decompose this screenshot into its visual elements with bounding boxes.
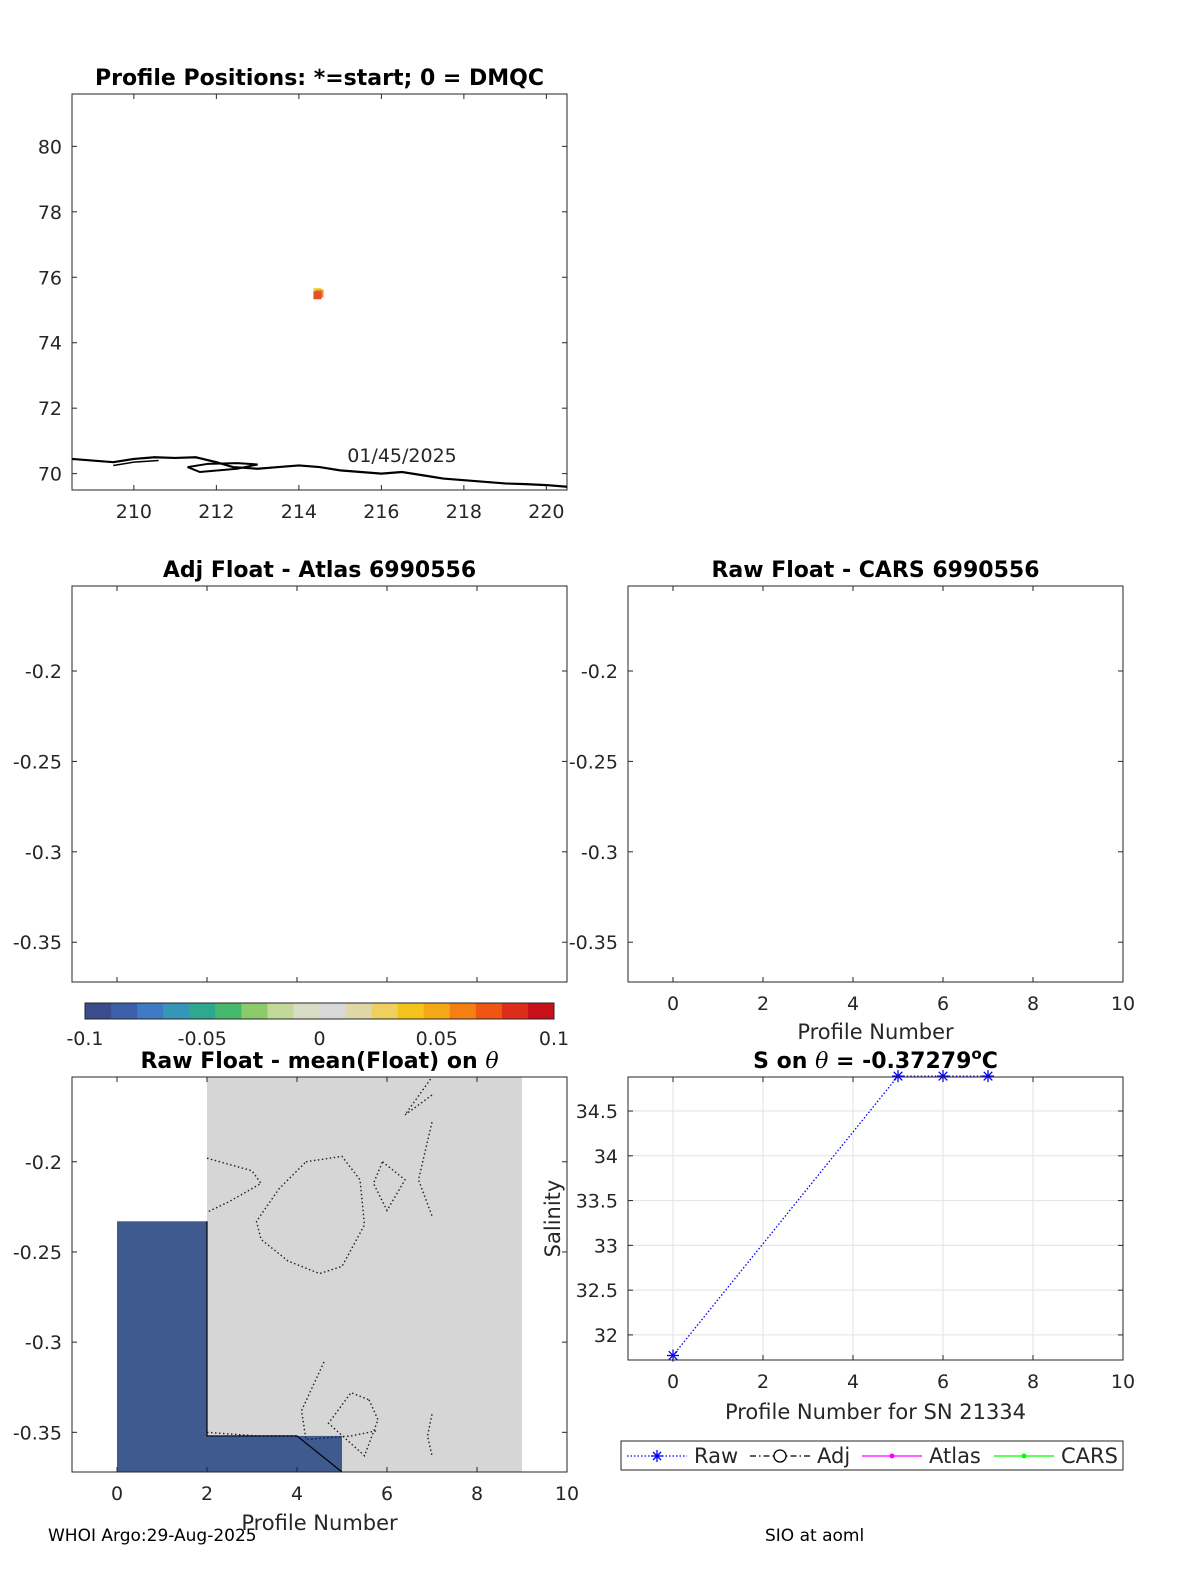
raw-mean-xlabel: Profile Number bbox=[241, 1511, 398, 1535]
x-tick-label: 6 bbox=[936, 993, 950, 1015]
x-tick-label: 6 bbox=[380, 1483, 394, 1505]
legend-label: CARS bbox=[1061, 1444, 1118, 1468]
y-tick-label: -0.25 bbox=[568, 751, 618, 774]
positions-panel bbox=[38, 66, 567, 523]
y-tick-label: -0.3 bbox=[580, 841, 618, 864]
y-tick-label: 33.5 bbox=[575, 1190, 618, 1213]
y-tick-label: 70 bbox=[37, 463, 62, 486]
y-tick-label: -0.35 bbox=[568, 932, 618, 955]
y-tick-label: 72 bbox=[37, 398, 62, 421]
x-tick-label: 0 bbox=[110, 1483, 124, 1505]
y-tick-label: -0.35 bbox=[12, 932, 62, 955]
legend-label: Atlas bbox=[929, 1444, 981, 1468]
x-tick-label: 216 bbox=[363, 501, 400, 523]
colorbar-cell bbox=[189, 1003, 216, 1019]
y-tick-label: 78 bbox=[37, 201, 62, 224]
x-tick-label: 10 bbox=[1110, 993, 1136, 1015]
y-tick-label: 33 bbox=[593, 1235, 618, 1258]
colorbar-tick-label: -0.05 bbox=[177, 1028, 227, 1050]
colorbar-cell bbox=[476, 1003, 503, 1019]
positions-title: Profile Positions: *=start; 0 = DMQC bbox=[94, 66, 545, 91]
colorbar-cell bbox=[320, 1003, 347, 1019]
legend-label: Raw bbox=[694, 1444, 739, 1468]
x-tick-label: 10 bbox=[1110, 1371, 1136, 1393]
salinity-title-unit: C bbox=[981, 1049, 998, 1074]
y-tick-label: 80 bbox=[37, 136, 62, 159]
colorbar-cell bbox=[267, 1003, 294, 1019]
y-tick-label: -0.2 bbox=[24, 660, 62, 683]
legend bbox=[621, 1441, 1123, 1470]
y-tick-label: 34.5 bbox=[575, 1101, 618, 1124]
colorbar-cell bbox=[502, 1003, 529, 1019]
x-tick-label: 212 bbox=[198, 501, 235, 523]
y-tick-label: 32.5 bbox=[575, 1280, 618, 1303]
degree-superscript: o bbox=[971, 1045, 982, 1063]
date-annotation: 01/45/2025 bbox=[347, 445, 457, 468]
x-tick-label: 0 bbox=[666, 1371, 680, 1393]
colorbar-tick-label: 0.1 bbox=[538, 1028, 570, 1050]
footer-left: WHOI Argo:29-Aug-2025 bbox=[48, 1526, 257, 1546]
x-tick-label: 220 bbox=[528, 501, 565, 523]
colorbar-cell bbox=[111, 1003, 138, 1019]
raw-cars-axes-box bbox=[628, 586, 1123, 982]
colorbar-cell bbox=[85, 1003, 112, 1019]
x-tick-label: 2 bbox=[756, 1371, 770, 1393]
coastline-island bbox=[188, 463, 258, 472]
x-tick-label: 6 bbox=[936, 1371, 950, 1393]
raw-mean-title bbox=[140, 1049, 498, 1074]
legend-marker bbox=[774, 1450, 786, 1462]
x-tick-label: 8 bbox=[1026, 993, 1040, 1015]
x-tick-label: 0 bbox=[666, 993, 680, 1015]
salinity-ylabel: Salinity bbox=[541, 1179, 565, 1258]
theta-symbol: θ bbox=[815, 1049, 829, 1074]
y-tick-label: -0.25 bbox=[12, 1241, 62, 1264]
colorbar-cell bbox=[450, 1003, 477, 1019]
y-tick-label: -0.3 bbox=[24, 841, 62, 864]
adj-atlas-title: Adj Float - Atlas 6990556 bbox=[162, 558, 477, 583]
y-tick-label: 74 bbox=[37, 332, 62, 355]
colorbar-cell bbox=[163, 1003, 190, 1019]
raw-series-line bbox=[673, 1076, 988, 1355]
colorbar-tick-label: 0.05 bbox=[415, 1028, 458, 1050]
x-tick-label: 4 bbox=[290, 1483, 304, 1505]
salinity-xlabel: Profile Number for SN 21334 bbox=[724, 1400, 1027, 1424]
colorbar-cell bbox=[528, 1003, 555, 1019]
salinity-axes-box bbox=[628, 1077, 1123, 1360]
raw-cars-panel bbox=[569, 558, 1135, 1044]
x-tick-label: 10 bbox=[554, 1483, 580, 1505]
y-tick-label: -0.35 bbox=[12, 1422, 62, 1445]
colorbar-cell bbox=[137, 1003, 164, 1019]
legend-marker bbox=[890, 1454, 895, 1459]
y-tick-label: -0.2 bbox=[24, 1151, 62, 1174]
y-tick-label: 34 bbox=[593, 1145, 618, 1168]
raw-cars-title: Raw Float - CARS 6990556 bbox=[711, 558, 1040, 583]
profile-position-point bbox=[313, 291, 321, 299]
x-tick-label: 2 bbox=[200, 1483, 214, 1505]
x-tick-label: 8 bbox=[470, 1483, 484, 1505]
salinity-title bbox=[753, 1045, 998, 1074]
x-tick-label: 214 bbox=[280, 501, 318, 523]
colorbar-tick-label: -0.1 bbox=[66, 1028, 104, 1050]
y-tick-label: 76 bbox=[37, 267, 62, 290]
colorbar-cell bbox=[346, 1003, 373, 1019]
theta-symbol: θ bbox=[485, 1049, 499, 1074]
raw-mean-title-text: Raw Float - mean(Float) on bbox=[140, 1049, 486, 1074]
y-tick-label: -0.2 bbox=[580, 660, 618, 683]
salinity-panel bbox=[541, 1045, 1135, 1424]
x-tick-label: 4 bbox=[846, 993, 860, 1015]
colorbar-cell bbox=[293, 1003, 320, 1019]
adj-atlas-panel bbox=[13, 558, 567, 982]
raw-cars-xlabel: Profile Number bbox=[797, 1020, 954, 1044]
x-tick-label: 4 bbox=[846, 1371, 860, 1393]
x-tick-label: 2 bbox=[756, 993, 770, 1015]
colorbar-cell bbox=[424, 1003, 451, 1019]
colorbar-cell bbox=[372, 1003, 399, 1019]
colorbar bbox=[66, 1003, 569, 1050]
y-tick-label: -0.25 bbox=[12, 751, 62, 774]
salinity-title-value: = -0.37279 bbox=[828, 1049, 972, 1074]
colorbar-cell bbox=[398, 1003, 425, 1019]
x-tick-label: 8 bbox=[1026, 1371, 1040, 1393]
heatmap-gray-region bbox=[207, 1077, 522, 1472]
colorbar-tick-label: 0 bbox=[313, 1028, 326, 1050]
footer-right: SIO at aoml bbox=[765, 1526, 865, 1546]
legend-marker bbox=[1022, 1454, 1027, 1459]
adj-atlas-axes-box bbox=[72, 586, 567, 982]
y-tick-label: 32 bbox=[593, 1324, 618, 1347]
heatmap-blue-region bbox=[117, 1221, 207, 1472]
salinity-title-text: S on bbox=[753, 1049, 816, 1074]
colorbar-cell bbox=[241, 1003, 268, 1019]
y-tick-label: -0.3 bbox=[24, 1332, 62, 1355]
raw-mean-panel bbox=[13, 1049, 579, 1535]
heatmap-blue-region bbox=[207, 1436, 342, 1472]
legend-label: Adj bbox=[817, 1444, 851, 1468]
x-tick-label: 210 bbox=[115, 501, 153, 523]
colorbar-cell bbox=[215, 1003, 242, 1019]
x-tick-label: 218 bbox=[445, 501, 483, 523]
